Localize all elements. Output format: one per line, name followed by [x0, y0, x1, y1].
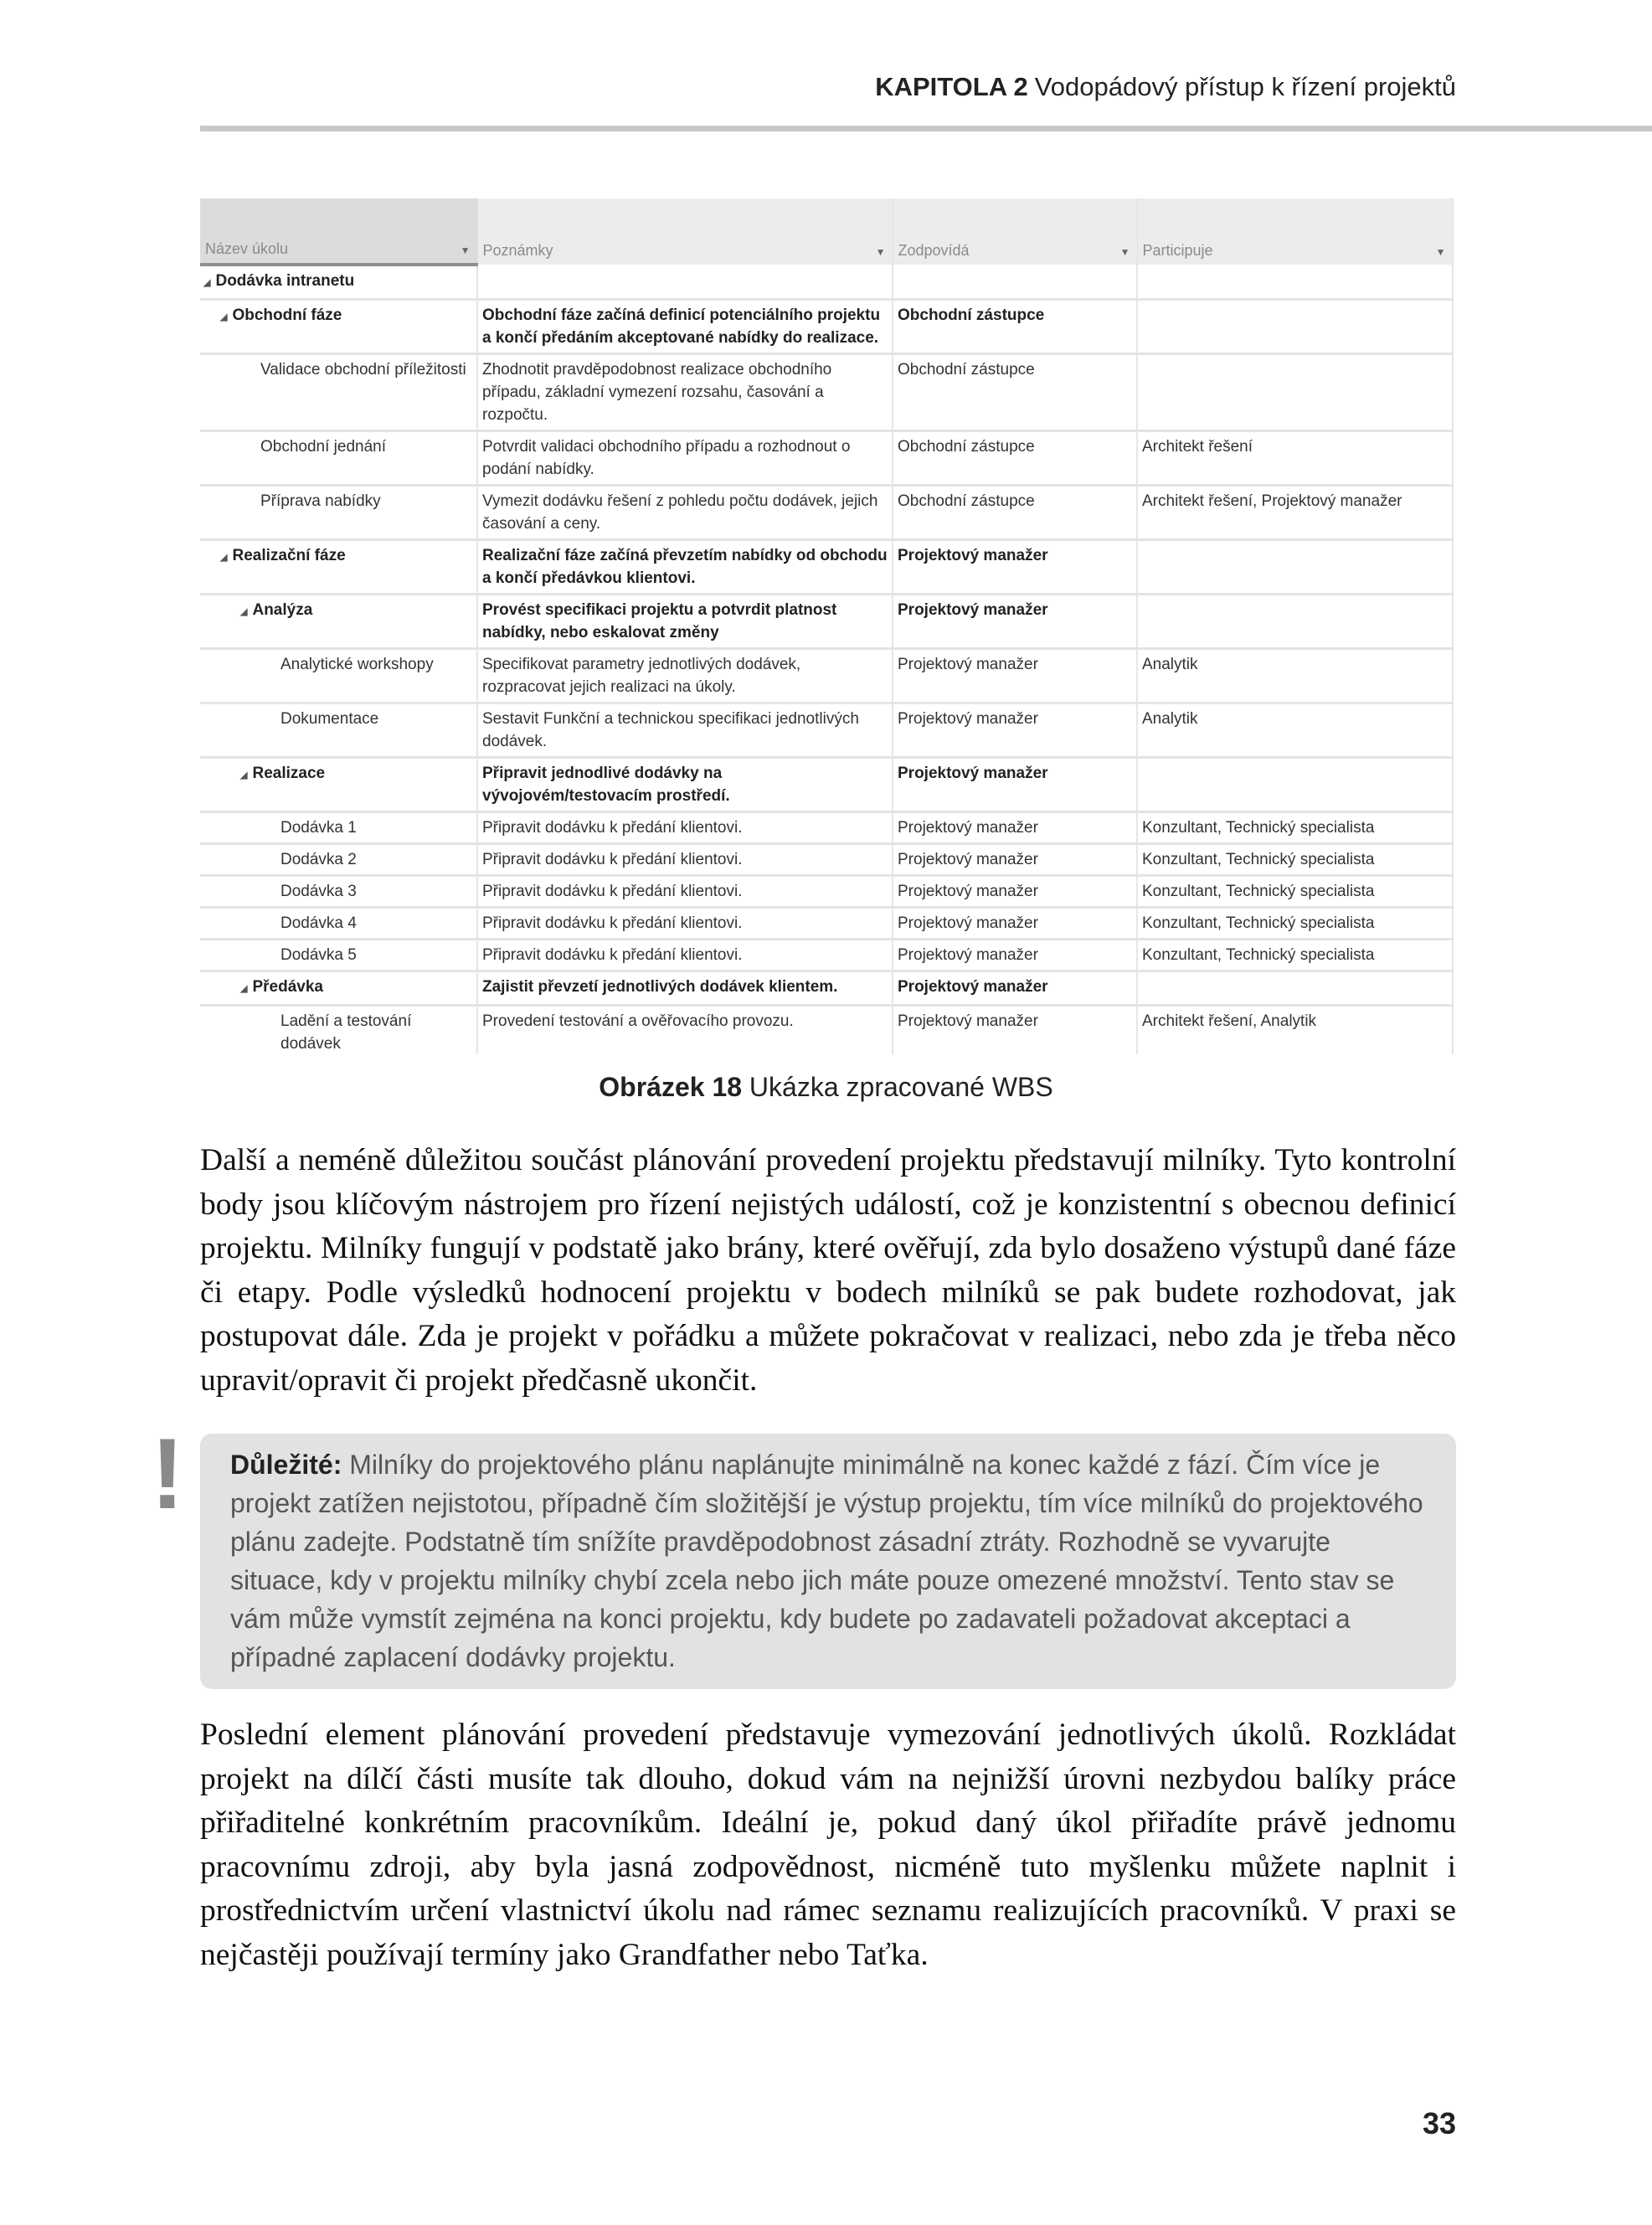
responsible-text: Projektový manažer: [898, 765, 1048, 782]
responsible-cell: [893, 758, 1137, 812]
task-name-cell: [200, 703, 477, 758]
notes-cell: [477, 844, 893, 876]
task-name-text: Dodávka 1: [280, 819, 357, 837]
participants-text: Architekt řešení, Projektový manažer: [1142, 492, 1402, 510]
header-rule: [200, 126, 1652, 131]
table-row[interactable]: [200, 940, 1453, 971]
task-name-text: Obchodní fáze: [232, 306, 342, 324]
participants-text: Architekt řešení, Analytik: [1142, 1012, 1317, 1030]
task-name-text: Validace obchodní příležitosti: [260, 361, 466, 379]
responsible-cell: [893, 300, 1137, 354]
responsible-cell: [893, 703, 1137, 758]
participants-cell: [1137, 908, 1453, 940]
responsible-text: Projektový manažer: [898, 819, 1038, 837]
responsible-text: Projektový manažer: [898, 978, 1048, 996]
task-name-text: Dodávka 2: [280, 851, 357, 868]
table-row[interactable]: [200, 758, 1453, 812]
notes-cell: [477, 595, 893, 649]
notes-cell: [477, 540, 893, 595]
task-name-cell: [200, 300, 477, 354]
responsible-text: Projektový manažer: [898, 547, 1048, 564]
important-note-box: [200, 1434, 1456, 1689]
chapter-title: Vodopádový přístup k řízení projektů: [1034, 72, 1456, 101]
responsible-text: Obchodní zástupce: [898, 361, 1035, 379]
notes-text: Sestavit Funkční a technickou specifikaci jednotlivých dodávek.: [482, 710, 859, 750]
task-name-cell: [200, 940, 477, 971]
collapse-triangle-icon[interactable]: ◢: [203, 278, 211, 288]
notes-text: Připravit dodávku k předání klientovi.: [482, 946, 743, 964]
participants-cell: [1137, 540, 1453, 595]
notes-cell: [477, 908, 893, 940]
notes-cell: [477, 649, 893, 703]
exclamation-icon: !: [151, 1418, 184, 1530]
notes-text: Specifikovat parametry jednotlivých dodávek, rozpracovat jejich realizaci na úkoly.: [482, 656, 801, 696]
collapse-triangle-icon[interactable]: ◢: [220, 312, 228, 322]
notes-cell: [477, 1006, 893, 1055]
responsible-text: Projektový manažer: [898, 656, 1038, 673]
notes-cell: [477, 486, 893, 540]
task-name-cell: [200, 486, 477, 540]
task-name-text: Dokumentace: [280, 710, 379, 728]
collapse-triangle-icon[interactable]: ◢: [240, 984, 248, 994]
task-name-cell: [200, 971, 477, 1006]
column-header-task-name[interactable]: Název úkolu ▼: [200, 198, 477, 265]
notes-text: Připravit dodávku k předání klientovi.: [482, 883, 743, 900]
task-name-text: Předávka: [252, 978, 323, 996]
participants-cell: [1137, 354, 1453, 431]
table-row[interactable]: [200, 354, 1453, 431]
responsible-cell: [893, 265, 1137, 300]
participants-text: Konzultant, Technický specialista: [1142, 914, 1375, 932]
notes-text: Připravit dodávku k předání klientovi.: [482, 914, 743, 932]
responsible-text: Obchodní zástupce: [898, 306, 1045, 324]
notes-cell: [477, 431, 893, 486]
notes-text: Realizační fáze začíná převzetím nabídky od obchodu a končí předávkou klientovi.: [482, 547, 888, 587]
responsible-cell: [893, 649, 1137, 703]
task-name-cell: [200, 265, 477, 300]
notes-cell: [477, 758, 893, 812]
responsible-text: Projektový manažer: [898, 1012, 1038, 1030]
participants-cell: [1137, 649, 1453, 703]
table-row[interactable]: [200, 812, 1453, 844]
participants-cell: [1137, 703, 1453, 758]
notes-cell: [477, 703, 893, 758]
participants-cell: [1137, 486, 1453, 540]
table-row[interactable]: [200, 300, 1453, 354]
responsible-cell: [893, 431, 1137, 486]
participants-text: Konzultant, Technický specialista: [1142, 851, 1375, 868]
figure-caption: [0, 1072, 1652, 1103]
table-row[interactable]: [200, 703, 1453, 758]
responsible-cell: [893, 595, 1137, 649]
participants-cell: [1137, 431, 1453, 486]
responsible-cell: [893, 540, 1137, 595]
responsible-cell: [893, 908, 1137, 940]
column-header-participants[interactable]: Participuje ▼: [1137, 198, 1453, 265]
notes-text: Provést specifikaci projektu a potvrdit platnost nabídky, nebo eskalovat změny: [482, 601, 837, 641]
table-row[interactable]: [200, 486, 1453, 540]
notes-cell: [477, 354, 893, 431]
participants-text: Konzultant, Technický specialista: [1142, 819, 1375, 837]
participants-cell: [1137, 300, 1453, 354]
caption-text: Ukázka zpracované WBS: [749, 1072, 1053, 1102]
notes-text: Připravit jednodlivé dodávky na vývojovém/testovacím prostředí.: [482, 765, 730, 805]
participants-cell: [1137, 844, 1453, 876]
page-number: 33: [1422, 2106, 1456, 2140]
participants-text: Analytik: [1142, 656, 1198, 673]
responsible-cell: [893, 486, 1137, 540]
task-name-cell: [200, 1006, 477, 1055]
wbs-figure: [200, 198, 1456, 1054]
task-name-text: Obchodní jednání: [260, 438, 387, 456]
task-name-cell: [200, 908, 477, 940]
participants-cell: [1137, 812, 1453, 844]
notes-text: Obchodní fáze začíná definicí potenciálního projektu a končí předáním akceptované nabídky do realizace.: [482, 306, 881, 347]
task-name-text: Příprava nabídky: [260, 492, 381, 510]
table-row[interactable]: [200, 1006, 1453, 1055]
responsible-text: Projektový manažer: [898, 883, 1038, 900]
body-paragraph-tasks: Poslední element plánování provedení představuje vymezování jednotlivých úkolů. Rozkládat projekt na dílčí části musíte tak dlouho, dokud vám na nejnižší úrovni nezbydou balíky práce přiřaditelné konkrétním pracovníkům. Ideální je, pokud daný úkol přiřadíte právě jednomu pracovnímu zdroji, aby byla jasná zodpovědnost, nicméně tuto myšlenku můžete naplnit i prostřednictvím určení vlastnictví úkolu nad rámec seznamu realizujících pracovníků. V praxi se nejčastěji používají termíny jako Grandfather nebo Taťka.: [200, 1718, 1456, 1972]
task-name-cell: [200, 844, 477, 876]
task-name-text: Analytické workshopy: [280, 656, 434, 673]
dropdown-arrow-icon[interactable]: ▼: [875, 246, 886, 258]
notes-cell: [477, 971, 893, 1006]
task-name-cell: [200, 812, 477, 844]
running-header: [875, 72, 1456, 102]
task-name-text: Ladění a testování dodávek: [280, 1012, 412, 1053]
task-name-cell: [200, 876, 477, 908]
collapse-triangle-icon[interactable]: ◢: [240, 607, 248, 617]
participants-cell: [1137, 876, 1453, 908]
notes-cell: [477, 940, 893, 971]
table-row[interactable]: [200, 595, 1453, 649]
table-row[interactable]: [200, 844, 1453, 876]
responsible-text: Obchodní zástupce: [898, 492, 1035, 510]
responsible-text: Projektový manažer: [898, 601, 1048, 619]
caption-label: Obrázek 18: [599, 1072, 743, 1102]
participants-text: Konzultant, Technický specialista: [1142, 946, 1375, 964]
responsible-text: Projektový manažer: [898, 914, 1038, 932]
notes-cell: [477, 265, 893, 300]
collapse-triangle-icon[interactable]: ◢: [240, 770, 248, 780]
participants-cell: [1137, 940, 1453, 971]
participants-cell: [1137, 595, 1453, 649]
responsible-text: Obchodní zástupce: [898, 438, 1035, 456]
table-row[interactable]: [200, 540, 1453, 595]
responsible-cell: [893, 354, 1137, 431]
notes-cell: [477, 876, 893, 908]
task-name-cell: [200, 540, 477, 595]
table-row[interactable]: [200, 876, 1453, 908]
column-header-notes[interactable]: Poznámky ▼: [477, 198, 893, 265]
task-name-text: Dodávka 3: [280, 883, 357, 900]
task-name-text: Dodávka 5: [280, 946, 357, 964]
responsible-cell: [893, 844, 1137, 876]
responsible-cell: [893, 940, 1137, 971]
responsible-text: Projektový manažer: [898, 851, 1038, 868]
body-paragraph-milestones: Další a neméně důležitou součást plánování provedení projektu představují milníky. Tyto kontrolní body jsou klíčovým nástrojem pro řízení nejistých událostí, což je konzistentní s obecnou definicí projektu. Milníky fungují v podstatě jako brány, které ověřují, zda bylo dosaženo výstupů dané fáze či etapy. Podle výsledků hodnocení projektu v bodech milníků se pak budete rozhodovat, jak postupovat dále. Zda je projekt v pořádku a můžete pokračovat v realizaci, nebo zda je třeba něco upravit/opravit či projekt předčasně ukončit.: [200, 1143, 1456, 1398]
participants-text: Architekt řešení: [1142, 438, 1253, 456]
notes-text: Provedení testování a ověřovacího provozu.: [482, 1012, 794, 1030]
participants-text: Konzultant, Technický specialista: [1142, 883, 1375, 900]
participants-cell: [1137, 758, 1453, 812]
notes-text: Vymezit dodávku řešení z pohledu počtu dodávek, jejich časování a ceny.: [482, 492, 878, 533]
collapse-triangle-icon[interactable]: ◢: [220, 553, 228, 563]
note-text: Milníky do projektového plánu naplánujte minimálně na konec každé z fází. Čím více je projekt zatížen nejistotou, případně čím složitější je výstup projektu, tím více milníků do projektového plánu zadejte. Podstatně tím snížíte pravděpodobnost zásadní ztráty. Rozhodně se vyvarujte situace, kdy v projektu milníky chybí zcela nebo jich máte pouze omezené množství. Tento stav se vám může vymstít zejména na konci projektu, kdy budete po zadavateli požadovat akceptaci a případné zaplacení dodávky projektu.: [230, 1450, 1423, 1672]
notes-text: Zajistit převzetí jednotlivých dodávek klientem.: [482, 978, 838, 996]
table-row[interactable]: [200, 971, 1453, 1006]
responsible-cell: [893, 1006, 1137, 1055]
task-name-cell: [200, 431, 477, 486]
participants-text: Analytik: [1142, 710, 1198, 728]
task-name-text: Dodávka intranetu: [215, 272, 355, 290]
note-label: Důležité:: [230, 1450, 342, 1480]
task-name-text: Realizace: [252, 765, 326, 782]
task-name-cell: [200, 595, 477, 649]
participants-cell: [1137, 1006, 1453, 1055]
table-row[interactable]: [200, 265, 1453, 300]
responsible-text: Projektový manažer: [898, 946, 1038, 964]
responsible-text: Projektový manažer: [898, 710, 1038, 728]
table-row[interactable]: [200, 908, 1453, 940]
responsible-cell: [893, 812, 1137, 844]
task-name-text: Realizační fáze: [232, 547, 346, 564]
chapter-label: KAPITOLA 2: [875, 72, 1028, 101]
notes-text: Připravit dodávku k předání klientovi.: [482, 851, 743, 868]
task-name-cell: [200, 758, 477, 812]
notes-cell: [477, 300, 893, 354]
dropdown-arrow-icon[interactable]: ▼: [460, 245, 471, 256]
table-row[interactable]: [200, 649, 1453, 703]
notes-text: Připravit dodávku k předání klientovi.: [482, 819, 743, 837]
column-header-responsible[interactable]: Zodpovídá ▼: [893, 198, 1137, 265]
notes-text: Zhodnotit pravděpodobnost realizace obchodního případu, základní vymezení rozsahu, časování a rozpočtu.: [482, 361, 832, 424]
task-name-text: Analýza: [252, 601, 313, 619]
dropdown-arrow-icon[interactable]: ▼: [1435, 246, 1446, 258]
task-name-text: Dodávka 4: [280, 914, 357, 932]
notes-text: Potvrdit validaci obchodního případu a rozhodnout o podání nabídky.: [482, 438, 851, 478]
participants-cell: [1137, 971, 1453, 1006]
responsible-cell: [893, 971, 1137, 1006]
notes-cell: [477, 812, 893, 844]
task-name-cell: [200, 649, 477, 703]
wbs-table: [200, 198, 1454, 1054]
table-row[interactable]: [200, 431, 1453, 486]
responsible-cell: [893, 876, 1137, 908]
task-name-cell: [200, 354, 477, 431]
participants-cell: [1137, 265, 1453, 300]
dropdown-arrow-icon[interactable]: ▼: [1119, 246, 1130, 258]
